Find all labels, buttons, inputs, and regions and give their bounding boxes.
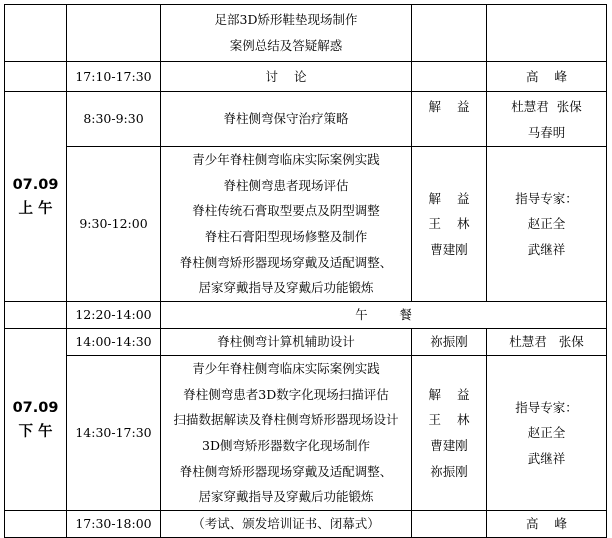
day-cell-blank	[5, 62, 67, 92]
lecturer-line: 曹建刚	[430, 241, 468, 257]
assistant-line: 杜慧君 张保	[511, 99, 582, 114]
assistant-cell	[487, 329, 607, 356]
activity-line: 青少年脊柱侧弯临床实际案例实践	[192, 361, 380, 377]
table-row	[5, 62, 607, 92]
table-row	[5, 92, 607, 147]
time-cell: 8:30-9:30	[67, 92, 161, 147]
lecturer-cell-blank	[412, 5, 487, 62]
time-cell: 17:30-18:00	[67, 511, 161, 538]
activity-line: 居家穿戴指导及穿戴后功能锻炼	[198, 280, 374, 296]
time-cell: 17:10-17:30	[67, 62, 161, 92]
activity-line: 居家穿戴指导及穿戴后功能锻炼	[198, 489, 374, 505]
activity-line: 脊柱侧弯患者现场评估	[223, 177, 349, 193]
assistant-cell	[487, 147, 607, 302]
day-cell-blank	[5, 5, 67, 62]
activity-line: 足部3D矫形鞋垫现场制作	[214, 12, 358, 27]
assistant-text: 杜慧君 张保	[509, 334, 584, 349]
lecturer-cell-blank	[412, 62, 487, 92]
time-cell: 12:20-14:00	[67, 302, 161, 329]
time-cell: 14:00-14:30	[67, 329, 161, 356]
assistant-line: 武继祥	[527, 241, 566, 257]
time-cell-blank	[67, 5, 161, 62]
activity-cell: （考试、颁发培训证书、闭幕式）	[161, 511, 412, 538]
lunch-text: 午 餐	[355, 307, 412, 322]
activity-line: 案例总结及答疑解惑	[229, 38, 343, 53]
activity-cell	[161, 62, 412, 92]
activity-cell	[161, 356, 412, 511]
assistant-line: 马春明	[527, 125, 566, 140]
activity-line: 青少年脊柱侧弯临床实际案例实践	[192, 152, 380, 168]
lecturer-line: 曹建刚	[430, 438, 468, 453]
lecturer-cell	[412, 147, 487, 302]
lunch-cell	[161, 302, 607, 329]
day-period: 下 午	[18, 423, 53, 440]
day-date: 07.09	[12, 176, 59, 193]
assistant-text: 高 峰	[526, 68, 567, 84]
activity-line: 脊柱侧弯矫形器现场穿戴及适配调整、	[179, 463, 393, 479]
table-row	[5, 5, 607, 62]
lecturer-line: 祢振刚	[430, 463, 468, 479]
lecturer-text: 解 益	[428, 99, 470, 114]
table-row	[5, 329, 607, 356]
schedule-table	[4, 4, 607, 538]
day-date: 07.09	[12, 399, 59, 416]
table-row	[5, 511, 607, 538]
assistant-cell-blank	[487, 5, 607, 62]
assistant-cell	[487, 511, 607, 538]
activity-line: 脊柱传统石膏取型要点及阴型调整	[192, 203, 380, 219]
lecturer-cell: 祢振刚	[412, 329, 487, 356]
assistant-line: 赵正全	[527, 425, 566, 441]
lecturer-line: 王 林	[428, 412, 470, 428]
time-cell: 14:30-17:30	[67, 356, 161, 511]
table-row	[5, 302, 607, 329]
activity-text: 讨 论	[265, 68, 307, 84]
lecturer-cell	[412, 356, 487, 511]
activity-line: 3D侧弯矫形器数字化现场制作	[202, 438, 370, 453]
day-cell-blank	[5, 302, 67, 329]
assistant-cell	[487, 62, 607, 92]
day-cell-blank	[5, 511, 67, 538]
lecturer-cell	[412, 92, 487, 147]
activity-cell	[161, 5, 412, 62]
assistant-line: 武继祥	[527, 450, 566, 466]
activity-cell: 脊柱侧弯保守治疗策略	[161, 92, 412, 147]
day-cell-morning	[5, 92, 67, 302]
table-row	[5, 356, 607, 511]
activity-line: 脊柱侧弯矫形器现场穿戴及适配调整、	[179, 254, 393, 270]
activity-line: 脊柱石膏阳型现场修整及制作	[204, 229, 368, 244]
day-period: 上 午	[18, 200, 53, 217]
assistant-line: 赵正全	[527, 216, 566, 232]
activity-cell: 脊柱侧弯计算机辅助设计	[161, 329, 412, 356]
assistant-cell	[487, 92, 607, 147]
assistant-line: 指导专家：	[515, 399, 578, 415]
lecturer-line: 解 益	[428, 386, 470, 402]
day-cell-afternoon	[5, 329, 67, 511]
assistant-cell	[487, 356, 607, 511]
activity-line: 脊柱侧弯患者3D数字化现场扫描评估	[183, 386, 389, 402]
assistant-line: 指导专家：	[515, 190, 578, 206]
activity-cell	[161, 147, 412, 302]
table-row	[5, 147, 607, 302]
lecturer-cell-blank	[412, 511, 487, 538]
lecturer-line: 王 林	[428, 216, 470, 232]
lecturer-line: 解 益	[428, 190, 470, 206]
assistant-text: 高 峰	[526, 516, 567, 531]
activity-line: 扫描数据解读及脊柱侧弯矫形器现场设计	[173, 412, 399, 428]
time-cell: 9:30-12:00	[67, 147, 161, 302]
